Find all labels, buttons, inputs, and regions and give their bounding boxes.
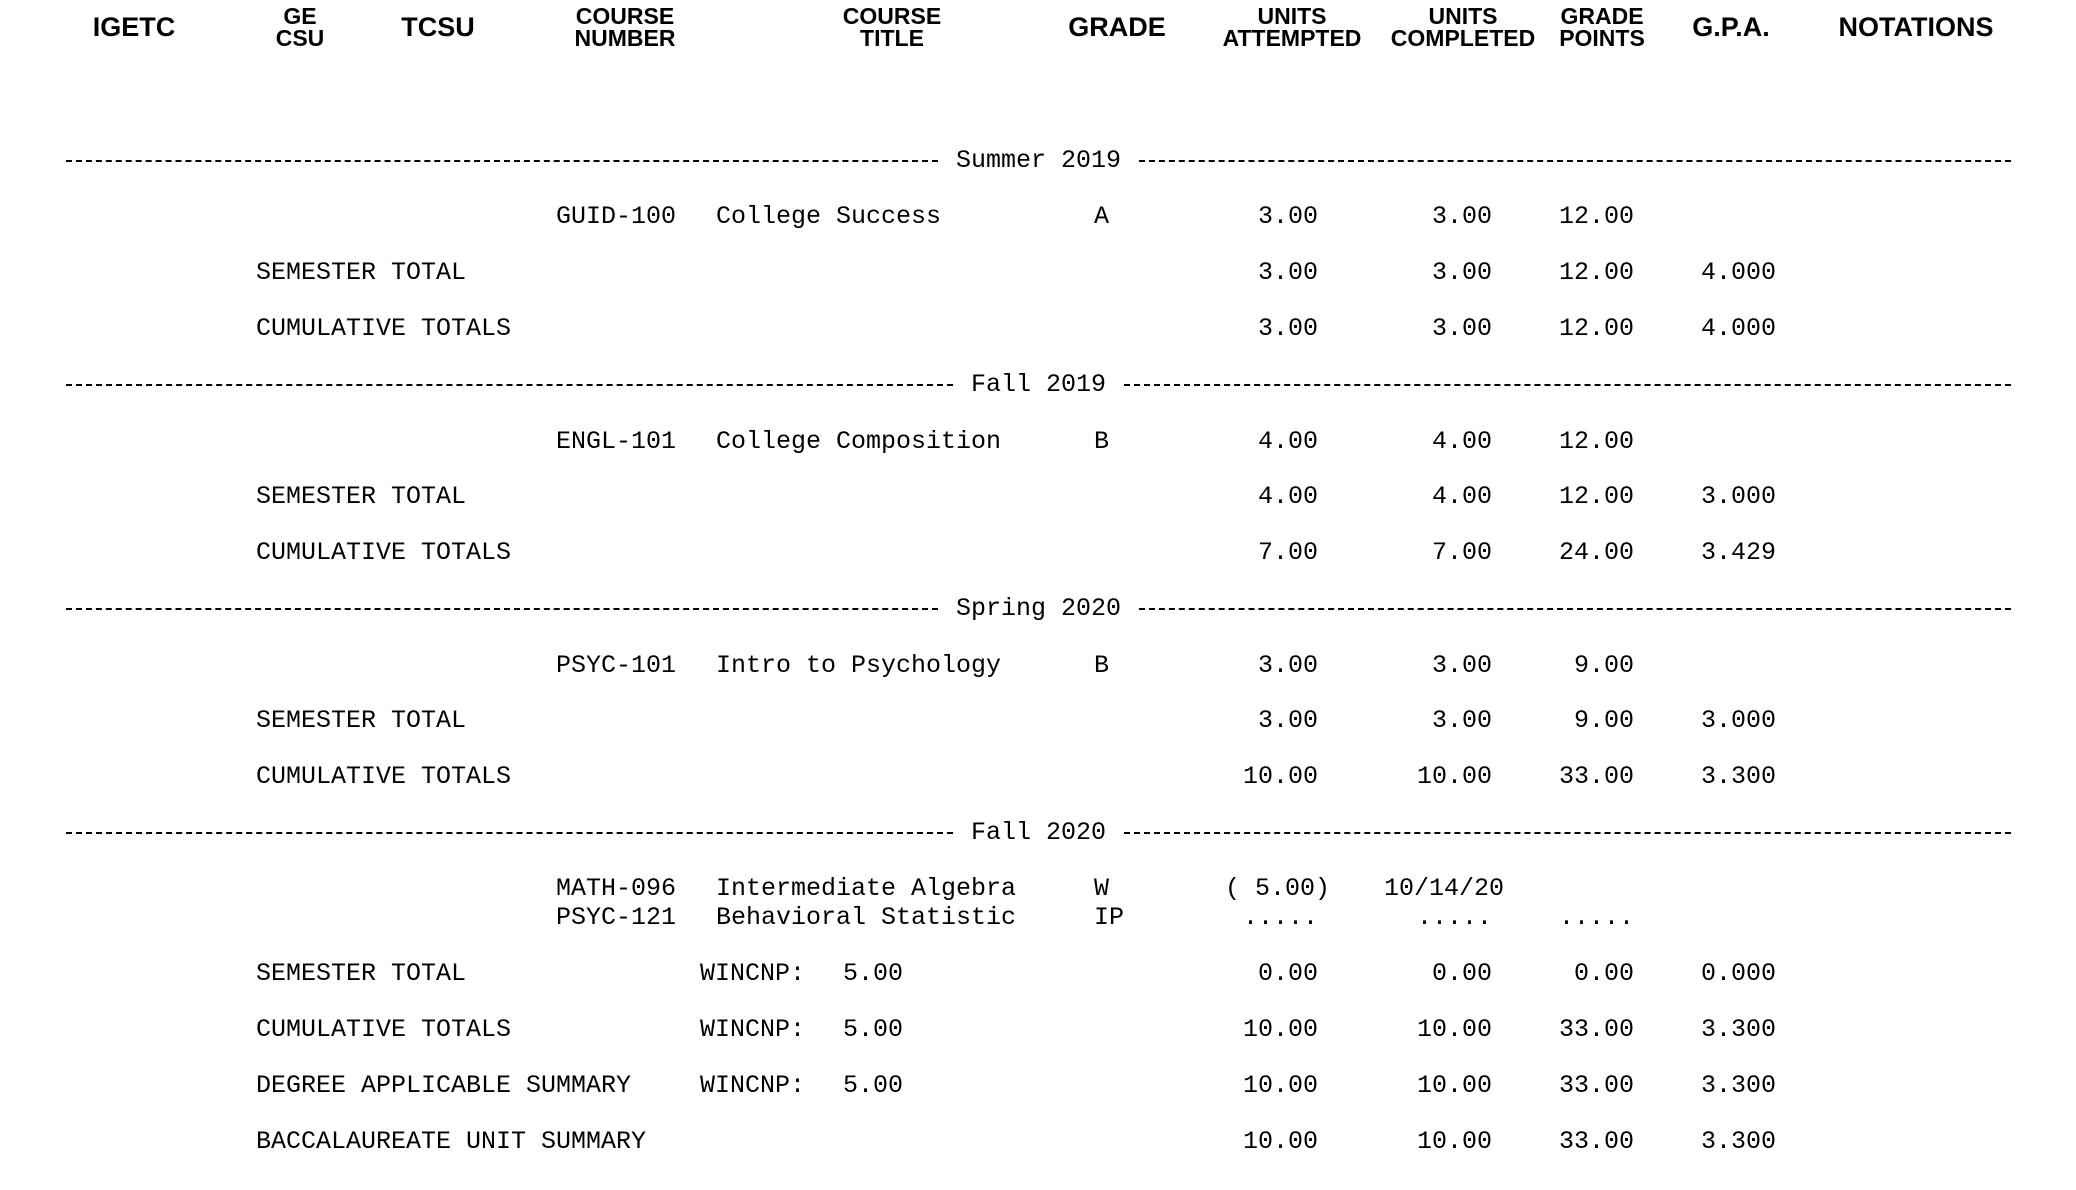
course-grade: IP xyxy=(1094,903,1125,932)
cumulative-totals-label: CUMULATIVE TOTALS xyxy=(256,762,512,791)
semester-total-gpa: 0.000 xyxy=(1700,959,1776,988)
header-ge-csu-line2: CSU xyxy=(275,25,325,51)
cumulative-attempted: 10.00 xyxy=(1242,1015,1318,1044)
course-title: Behavioral Statistic xyxy=(716,903,1017,932)
course-title: College Success xyxy=(716,202,942,231)
semester-total-attempted: 0.00 xyxy=(1257,959,1318,988)
cumulative-completed: 10.00 xyxy=(1416,1015,1492,1044)
cumulative-totals-label: CUMULATIVE TOTALS xyxy=(256,314,512,343)
header-units-completed xyxy=(1391,5,1535,49)
cumulative-totals-label: CUMULATIVE TOTALS xyxy=(256,538,512,567)
degree-summary-label: DEGREE APPLICABLE SUMMARY xyxy=(256,1071,632,1100)
cumulative-completed: 10.00 xyxy=(1416,762,1492,791)
cumulative-completed: 3.00 xyxy=(1431,314,1492,343)
cumulative-gpa: 3.429 xyxy=(1700,538,1776,567)
course-grade: B xyxy=(1094,427,1110,456)
units-completed: 3.00 xyxy=(1431,651,1492,680)
header-course-number-line1: COURSE xyxy=(575,3,675,29)
semester-total-gpa: 3.000 xyxy=(1700,482,1776,511)
semester-total-attempted: 3.00 xyxy=(1257,258,1318,287)
header-ge-csu-line1: GE xyxy=(283,3,317,29)
units-attempted: 3.00 xyxy=(1257,202,1318,231)
term-name: Fall 2019 xyxy=(970,370,1107,399)
degree-summary-attempted: 10.00 xyxy=(1242,1071,1318,1100)
grade-points: 9.00 xyxy=(1573,651,1634,680)
header-course-title xyxy=(843,5,941,49)
wincnp-label: WINCNP: xyxy=(700,1015,806,1044)
units-completed: 4.00 xyxy=(1431,427,1492,456)
course-number: PSYC-121 xyxy=(556,903,677,932)
degree-summary-gpa: 3.300 xyxy=(1700,1071,1776,1100)
header-course-title-line2: TITLE xyxy=(860,25,924,51)
header-grade-points-line1: GRADE xyxy=(1560,3,1644,29)
grade-points: 12.00 xyxy=(1558,427,1634,456)
semester-total-label: SEMESTER TOTAL xyxy=(256,959,467,988)
semester-total-gpa: 3.000 xyxy=(1700,706,1776,735)
header-course-number-line2: NUMBER xyxy=(574,25,676,51)
course-number: GUID-100 xyxy=(556,202,677,231)
term-name: Fall 2020 xyxy=(970,818,1107,847)
course-number: ENGL-101 xyxy=(556,427,677,456)
bacc-summary-gpa: 3.300 xyxy=(1700,1127,1776,1156)
semester-total-label: SEMESTER TOTAL xyxy=(256,258,467,287)
header-course-number xyxy=(575,5,676,49)
bacc-summary-completed: 10.00 xyxy=(1416,1127,1492,1156)
header-gpa: G.P.A. xyxy=(1692,12,1770,42)
units-attempted: ( 5.00) xyxy=(1224,874,1330,903)
cumulative-attempted: 7.00 xyxy=(1257,538,1318,567)
term-divider xyxy=(66,818,2011,848)
header-grade-points xyxy=(1559,5,1645,49)
cumulative-points: 33.00 xyxy=(1558,1015,1634,1044)
cumulative-points: 24.00 xyxy=(1558,538,1634,567)
semester-total-label: SEMESTER TOTAL xyxy=(256,482,467,511)
semester-total-attempted: 3.00 xyxy=(1257,706,1318,735)
semester-total-gpa: 4.000 xyxy=(1700,258,1776,287)
term-divider xyxy=(66,594,2011,624)
cumulative-attempted: 10.00 xyxy=(1242,762,1318,791)
bacc-summary-attempted: 10.00 xyxy=(1242,1127,1318,1156)
cumulative-attempted: 3.00 xyxy=(1257,314,1318,343)
cumulative-gpa: 4.000 xyxy=(1700,314,1776,343)
header-tcsu: TCSU xyxy=(401,12,475,42)
header-units-attempted xyxy=(1223,5,1362,49)
course-number: PSYC-101 xyxy=(556,651,677,680)
bacc-summary-points: 33.00 xyxy=(1558,1127,1634,1156)
units-attempted: ..... xyxy=(1242,903,1318,932)
degree-summary-points: 33.00 xyxy=(1558,1071,1634,1100)
header-notations: NOTATIONS xyxy=(1838,12,1994,42)
semester-total-completed: 4.00 xyxy=(1431,482,1492,511)
grade-points: 12.00 xyxy=(1558,202,1634,231)
wincnp-label: WINCNP: xyxy=(700,1071,806,1100)
units-completed: 3.00 xyxy=(1431,202,1492,231)
wincnp-value: 5.00 xyxy=(843,1071,904,1100)
course-title: College Composition xyxy=(716,427,1002,456)
semester-total-attempted: 4.00 xyxy=(1257,482,1318,511)
semester-total-points: 12.00 xyxy=(1558,258,1634,287)
header-grade: GRADE xyxy=(1068,12,1166,42)
cumulative-completed: 7.00 xyxy=(1431,538,1492,567)
units-attempted: 3.00 xyxy=(1257,651,1318,680)
term-name: Summer 2019 xyxy=(955,146,1122,175)
header-ge-csu xyxy=(276,5,325,49)
wincnp-label: WINCNP: xyxy=(700,959,806,988)
semester-total-points: 12.00 xyxy=(1558,482,1634,511)
bacc-summary-label: BACCALAUREATE UNIT SUMMARY xyxy=(256,1127,647,1156)
header-igetc: IGETC xyxy=(92,12,176,42)
semester-total-points: 0.00 xyxy=(1573,959,1634,988)
cumulative-points: 12.00 xyxy=(1558,314,1634,343)
semester-total-label: SEMESTER TOTAL xyxy=(256,706,467,735)
grade-points: ..... xyxy=(1558,903,1634,932)
course-title: Intro to Psychology xyxy=(716,651,1002,680)
term-divider xyxy=(66,370,2011,400)
semester-total-completed: 3.00 xyxy=(1431,706,1492,735)
course-title: Intermediate Algebra xyxy=(716,874,1017,903)
course-grade: A xyxy=(1094,202,1110,231)
units-completed: ..... xyxy=(1416,903,1492,932)
units-attempted: 4.00 xyxy=(1257,427,1318,456)
cumulative-points: 33.00 xyxy=(1558,762,1634,791)
header-grade-points-line2: POINTS xyxy=(1559,25,1645,51)
degree-summary-completed: 10.00 xyxy=(1416,1071,1492,1100)
term-name: Spring 2020 xyxy=(955,594,1122,623)
header-units-completed-line2: COMPLETED xyxy=(1390,25,1536,51)
semester-total-completed: 0.00 xyxy=(1431,959,1492,988)
header-units-attempted-line1: UNITS xyxy=(1257,3,1327,29)
withdraw-date: 10/14/20 xyxy=(1383,874,1504,903)
semester-total-points: 9.00 xyxy=(1573,706,1634,735)
cumulative-gpa: 3.300 xyxy=(1700,1015,1776,1044)
course-number: MATH-096 xyxy=(556,874,677,903)
wincnp-value: 5.00 xyxy=(843,959,904,988)
course-grade: B xyxy=(1094,651,1110,680)
semester-total-completed: 3.00 xyxy=(1431,258,1492,287)
term-divider xyxy=(66,146,2011,176)
header-units-attempted-line2: ATTEMPTED xyxy=(1222,25,1362,51)
cumulative-gpa: 3.300 xyxy=(1700,762,1776,791)
cumulative-totals-label: CUMULATIVE TOTALS xyxy=(256,1015,512,1044)
wincnp-value: 5.00 xyxy=(843,1015,904,1044)
header-course-title-line1: COURSE xyxy=(842,3,942,29)
course-grade: W xyxy=(1094,874,1110,903)
header-units-completed-line1: UNITS xyxy=(1428,3,1498,29)
